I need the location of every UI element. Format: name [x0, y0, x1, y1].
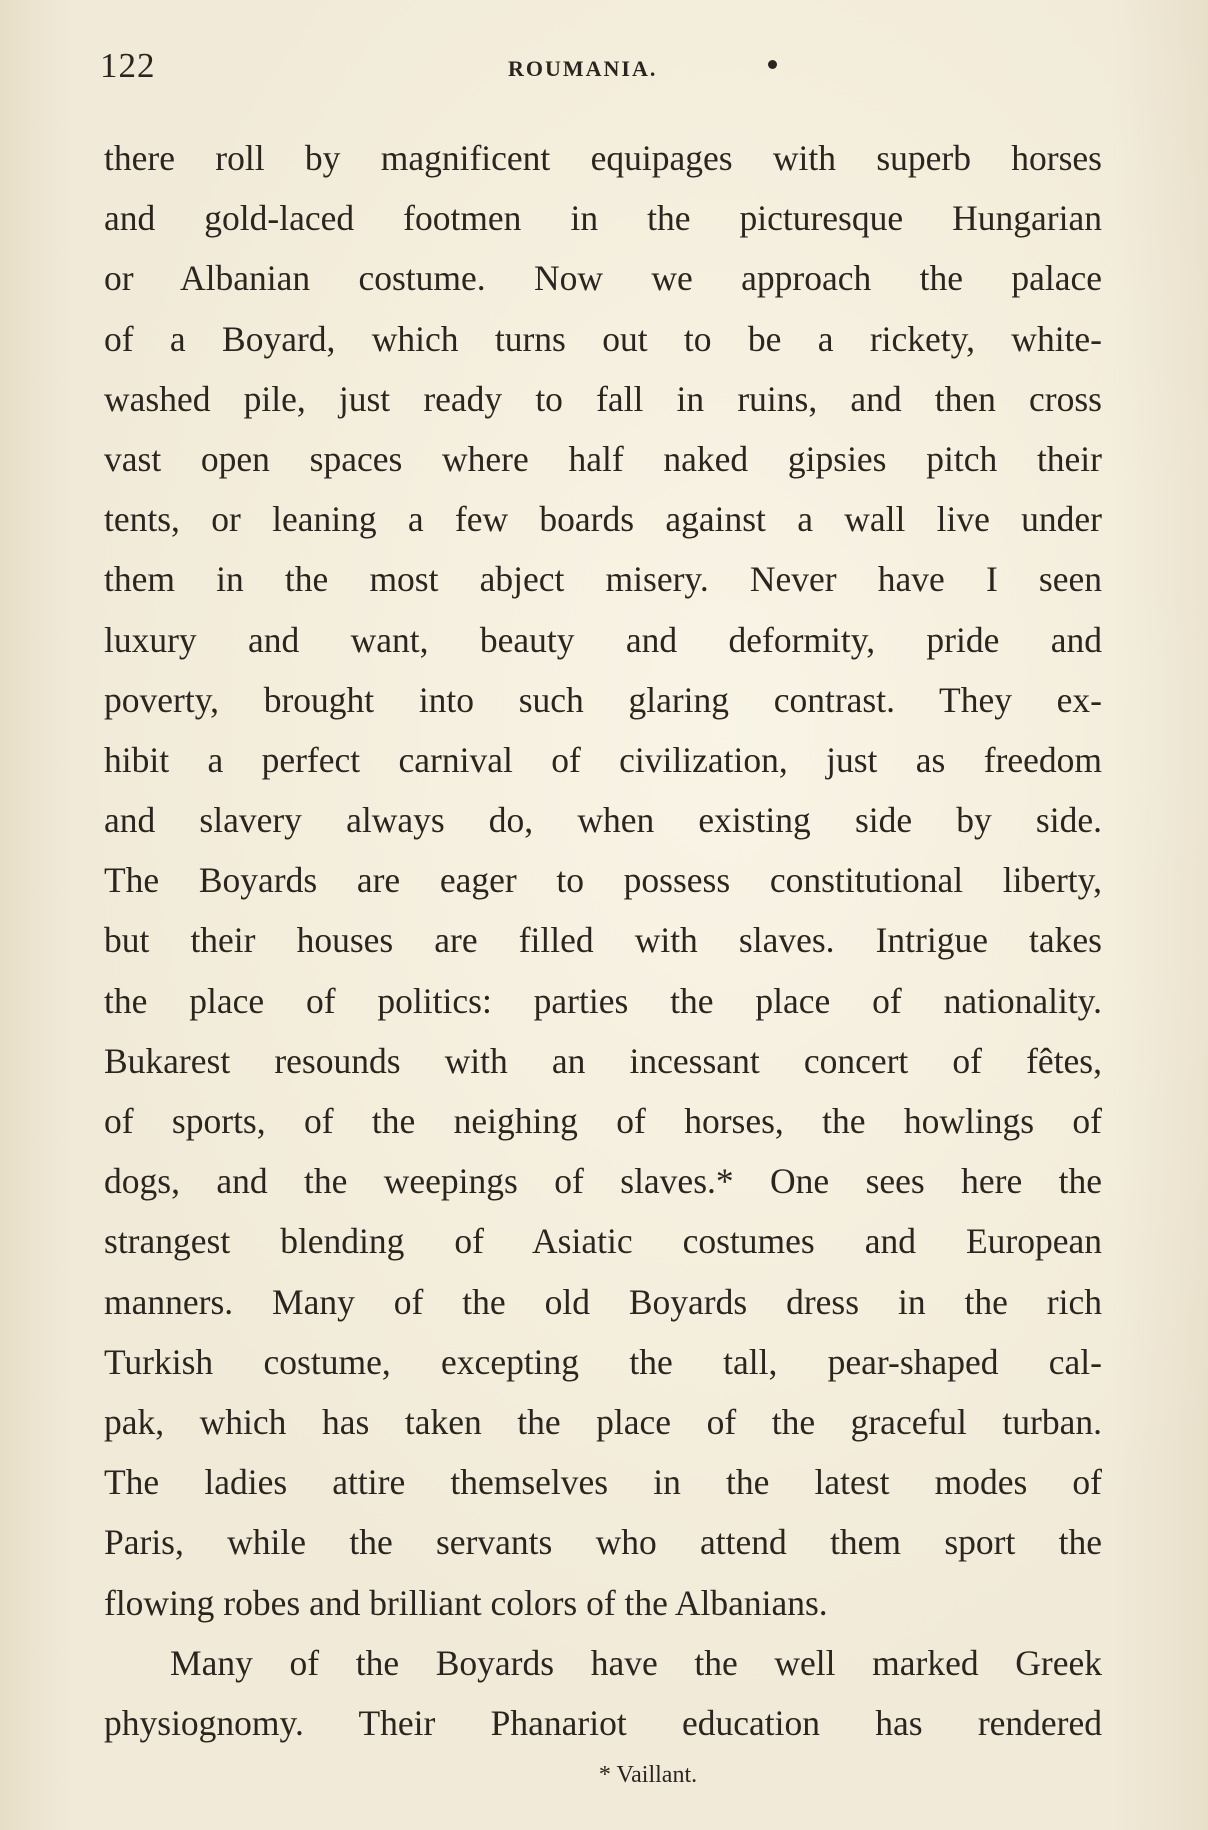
ink-dot [768, 60, 777, 69]
text-line: The Boyards are eager to possess constitutional liberty, [104, 860, 1102, 901]
text-line: tents, or leaning a few boards against a wall live under [104, 499, 1102, 540]
text-line: vast open spaces where half naked gipsies pitch their [104, 438, 1102, 479]
text-line: and slavery always do, when existing side by side. [104, 800, 1102, 841]
text-line: luxury and want, beauty and deformity, pride and [104, 619, 1102, 660]
text-line: there roll by magnificent equipages with superb horses [104, 138, 1102, 178]
body-text [104, 128, 1102, 1753]
paragraph-end-line: flowing robes and brilliant colors of the Albanians. [104, 1582, 828, 1623]
footnote-text: * Vaillant. [598, 1762, 698, 1788]
running-title: ROUMANIA. [508, 56, 658, 81]
paragraph-start-line: Many of the Boyards have the well marked Greek [170, 1642, 1102, 1683]
text-line: Turkish costume, excepting the tall, pear-shaped cal- [104, 1341, 1102, 1382]
text-line: hibit a perfect carnival of civilization, just as freedom [104, 739, 1102, 780]
text-line: pak, which has taken the place of the graceful turban. [104, 1401, 1102, 1442]
text-line: them in the most abject misery. Never have I seen [104, 559, 1102, 600]
text-line: physiognomy. Their Phanariot education has rendered [104, 1702, 1102, 1743]
footnote [0, 1762, 1208, 1789]
text-line: Bukarest resounds with an incessant concert of fêtes, [104, 1040, 1102, 1081]
text-line: poverty, brought into such glaring contrast. They ex- [104, 679, 1102, 720]
page-number: 122 [100, 46, 156, 85]
text-line: Paris, while the servants who attend them sport the [104, 1522, 1102, 1563]
page-header [100, 46, 1100, 96]
text-line: The ladies attire themselves in the latest modes of [104, 1462, 1102, 1503]
text-line: strangest blending of Asiatic costumes and European [104, 1221, 1102, 1262]
text-line: dogs, and the weepings of slaves.* One sees here the [104, 1161, 1102, 1202]
text-line: or Albanian costume. Now we approach the palace [104, 258, 1102, 299]
text-line: the place of politics: parties the place of nationality. [104, 980, 1102, 1021]
text-line: manners. Many of the old Boyards dress in the rich [104, 1281, 1102, 1322]
text-line: of sports, of the neighing of horses, the howlings of [104, 1101, 1102, 1141]
text-line: washed pile, just ready to fall in ruins, and then cross [104, 378, 1102, 419]
text-line: but their houses are filled with slaves. Intrigue takes [104, 920, 1102, 961]
text-line: of a Boyard, which turns out to be a rickety, white- [104, 318, 1102, 359]
text-line: and gold-laced footmen in the picturesque Hungarian [104, 198, 1102, 239]
